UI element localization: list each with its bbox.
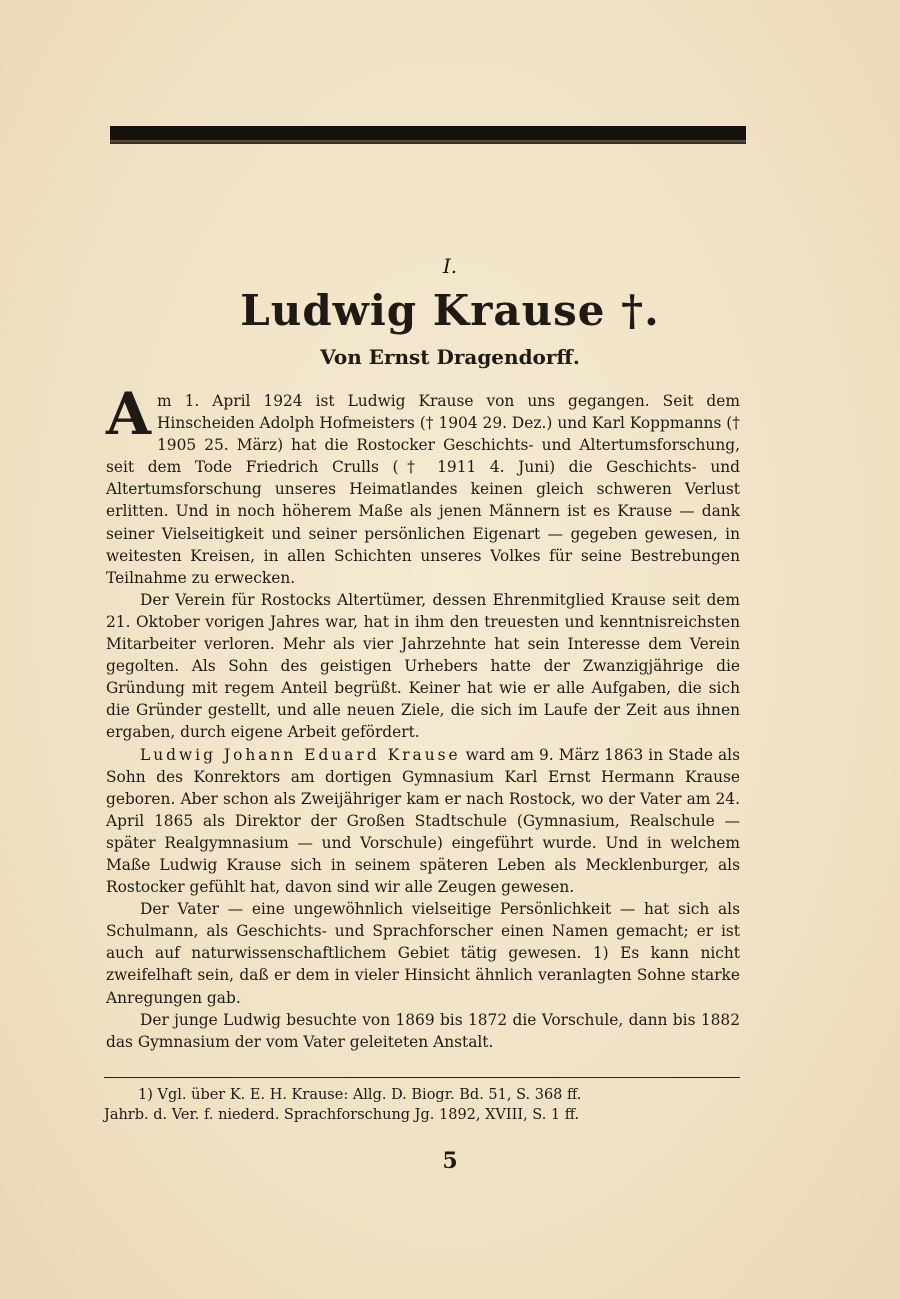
paragraph-1-text: m 1. April 1924 ist Ludwig Krause von uns gegangen. Seit dem Hinscheiden Adolph Hofmeisters († 1904 29. Dez.) und Karl Koppmanns († 1905 25. März) hat die Rostocker Geschichts- und Altertumsforschung, seit dem Tode Friedrich Crulls († 1911 4. Juni) die Geschichts- und Altertumsforschung unseres Heimatlandes keinen gleich schweren Verlust erlitten. Und in noch höherem Maße als jenen Männern ist es Krause — dank seiner Vielseitigkeit und seiner persönlichen Eigenart — gegeben gewesen, in weitesten Kreisen, in allen Schichten unseres Volkes für seine Bestrebungen Teilnahme zu erwecken. bbox=[106, 392, 740, 587]
footnote bbox=[104, 1085, 740, 1125]
page-number: 5 bbox=[442, 1148, 458, 1174]
header-rule bbox=[110, 126, 746, 142]
footnote-line-1: 1) Vgl. über K. E. H. Krause: Allg. D. Biogr. Bd. 51, S. 368 ff. bbox=[138, 1087, 582, 1103]
footnote-rule bbox=[104, 1077, 740, 1078]
paragraph-1 bbox=[106, 380, 740, 589]
chapter-numeral: I. bbox=[442, 254, 458, 278]
paragraph-2: Der Verein für Rostocks Altertümer, dessen Ehrenmitglied Krause seit dem 21. Oktober vorigen Jahres war, hat in ihm den treuesten und kenntnisreichsten Mitarbeiter verloren. Mehr als vier Jahrzehnte hat sein Interesse dem Verein gegolten. Als Sohn des geistigen Urhebers hatte der Zwanzigjährige die Gründung mit regem Anteil begrüßt. Keiner hat wie er alle Aufgaben, die sich die Gründer gestellt, und alle neuen Ziele, die sich im Laufe der Zeit aus ihnen ergaben, durch eigene Arbeit gefördert. bbox=[106, 590, 740, 742]
paragraph-3 bbox=[106, 744, 740, 899]
paragraph-5: Der junge Ludwig besuchte von 1869 bis 1872 die Vorschule, dann bis 1882 das Gymnasium der vom Vater geleiteten Anstalt. bbox=[106, 1010, 740, 1051]
paragraph-3-text: ward am 9. März 1863 in Stade als Sohn des Konrektors am dortigen Gymnasium Karl Ernst Hermann Krause geboren. Aber schon als Zweijähriger kam er nach Rostock, wo der Vater am 24. April 1865 als Direktor der Großen Stadtschule (Gymnasium, Realschule — später Realgymnasium — und Vorschule) eingeführt wurde. Und in welchem Maße Ludwig Krause sich in seinem späteren Leben als Mecklenburger, als Rostocker gefühlt hat, davon sind wir alle Zeugen gewesen. bbox=[106, 745, 741, 897]
article-author: Von Ernst Dragendorff. bbox=[320, 345, 580, 369]
article-title: Ludwig Krause †. bbox=[240, 286, 660, 335]
article-body bbox=[106, 380, 741, 1053]
drop-cap: A bbox=[106, 380, 152, 448]
full-name: Ludwig Johann Eduard Krause bbox=[140, 745, 461, 764]
footnote-line-2: Jahrb. d. Ver. f. niederd. Sprachforschung Jg. 1892, XVIII, S. 1 ff. bbox=[104, 1107, 580, 1123]
paragraph-4: Der Vater — eine ungewöhnlich vielseitige Persönlichkeit — hat sich als Schulmann, als Geschichts- und Sprachforscher einen Namen gemacht; er ist auch auf naturwissenschaftlichem Gebiet tätig gewesen. 1) Es kann nicht zweifelhaft sein, daß er dem in vieler Hinsicht ähnlich veranlagten Sohne starke Anregungen gab. bbox=[106, 900, 740, 1007]
